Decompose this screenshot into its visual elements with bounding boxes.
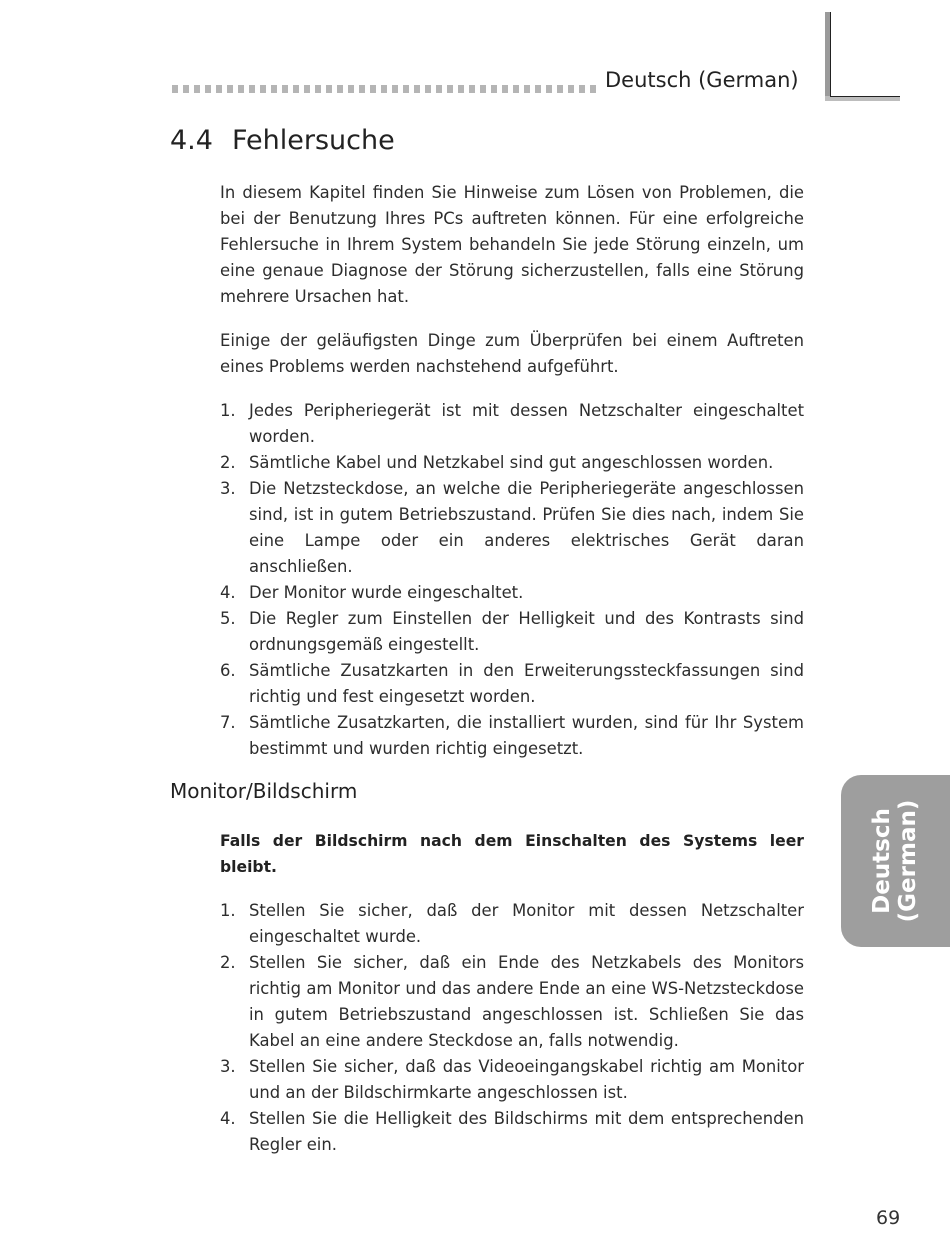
checks-intro-paragraph: Einige der geläufigsten Dinge zum Überprüfen bei einem Auftreten eines Problems werden nachstehend aufgeführt.: [220, 331, 804, 376]
section-number: 4.4: [170, 125, 213, 156]
list-item: [220, 606, 804, 658]
list-item-number: 2.: [220, 953, 236, 972]
list-item-text: Sämtliche Zusatzkarten in den Erweiterungssteckfassungen sind richtig und fest eingesetzt worden.: [249, 661, 804, 706]
list-item-text: Stellen Sie sicher, daß ein Ende des Netzkabels des Monitors richtig am Monitor und das andere Ende an eine WS-Netzsteckdose in gutem Betriebszustand angeschlossen ist. Schließen Sie das Kabel an eine andere Steckdose an, falls notwendig.: [249, 953, 804, 1050]
list-item-text: Stellen Sie die Helligkeit des Bildschirms mit dem entsprechenden Regler ein.: [249, 1109, 804, 1154]
list-item-text: Die Netzsteckdose, an welche die Peripheriegeräte angeschlossen sind, ist in gutem Betriebszustand. Prüfen Sie dies nach, indem Sie eine Lampe oder ein anderes elektrisches Gerät daran anschließen.: [249, 479, 804, 576]
section-heading: [170, 125, 395, 156]
list-item: [220, 580, 804, 606]
monitor-heading: Monitor/Bildschirm: [170, 779, 358, 803]
list-item: [220, 450, 804, 476]
list-item-number: 1.: [220, 901, 236, 920]
checks-intro-block: [220, 328, 804, 380]
side-tab-line-2: (German): [895, 799, 921, 923]
list-item: [220, 1054, 804, 1106]
list-item: [220, 1106, 804, 1158]
list-item-text: Jedes Peripheriegerät ist mit dessen Netzschalter eingeschaltet worden.: [249, 401, 804, 446]
header-language-label: Deutsch (German): [605, 68, 799, 92]
list-item-number: 4.: [220, 1109, 236, 1128]
list-item: [220, 398, 804, 450]
intro-paragraph: In diesem Kapitel finden Sie Hinweise zum Lösen von Problemen, die bei der Benutzung Ihres PCs auftreten können. Für eine erfolgreiche Fehlersuche in Ihrem System behandeln Sie jede Störung einzeln, um eine genaue Diagnose der Störung sicherzustellen, falls eine Störung mehrere Ursachen hat.: [220, 183, 804, 306]
monitor-problem-block: [220, 828, 804, 880]
header-dotted-rule: [172, 85, 597, 93]
list-item-text: Der Monitor wurde eingeschaltet.: [249, 583, 524, 602]
language-side-tab-label: [869, 800, 921, 923]
page-number: 69: [876, 1207, 901, 1229]
list-item: [220, 950, 804, 1054]
list-item-text: Die Regler zum Einstellen der Helligkeit und des Kontrasts sind ordnungsgemäß eingestellt.: [249, 609, 804, 654]
list-item-number: 4.: [220, 583, 236, 602]
list-item: [220, 658, 804, 710]
intro-block: [220, 180, 804, 310]
section-title: Fehlersuche: [232, 125, 395, 156]
list-item-text: Stellen Sie sicher, daß der Monitor mit dessen Netzschalter eingeschaltet wurde.: [249, 901, 804, 946]
list-item-number: 2.: [220, 453, 236, 472]
list-item-number: 3.: [220, 479, 236, 498]
list-item-number: 5.: [220, 609, 236, 628]
checks-list-block: [220, 398, 804, 762]
corner-mark-vertical-line: [830, 12, 831, 98]
list-item-number: 7.: [220, 713, 236, 732]
side-tab-line-1: Deutsch: [869, 808, 895, 914]
list-item: [220, 710, 804, 762]
list-item-number: 3.: [220, 1057, 236, 1076]
list-item-text: Sämtliche Kabel und Netzkabel sind gut angeschlossen worden.: [249, 453, 774, 472]
list-item: [220, 898, 804, 950]
monitor-steps-list: [220, 898, 804, 1158]
list-item-text: Stellen Sie sicher, daß das Videoeingangskabel richtig am Monitor und an der Bildschirmkarte angeschlossen ist.: [249, 1057, 804, 1102]
list-item: [220, 476, 804, 580]
list-item-number: 1.: [220, 401, 236, 420]
monitor-steps-block: [220, 898, 804, 1158]
checks-list: [220, 398, 804, 762]
monitor-problem-statement: Falls der Bildschirm nach dem Einschalten des Systems leer bleibt.: [220, 832, 804, 876]
list-item-text: Sämtliche Zusatzkarten, die installiert wurden, sind für Ihr System bestimmt und wurden richtig eingesetzt.: [249, 713, 804, 758]
list-item-number: 6.: [220, 661, 236, 680]
corner-mark-horizontal-line: [830, 96, 900, 97]
